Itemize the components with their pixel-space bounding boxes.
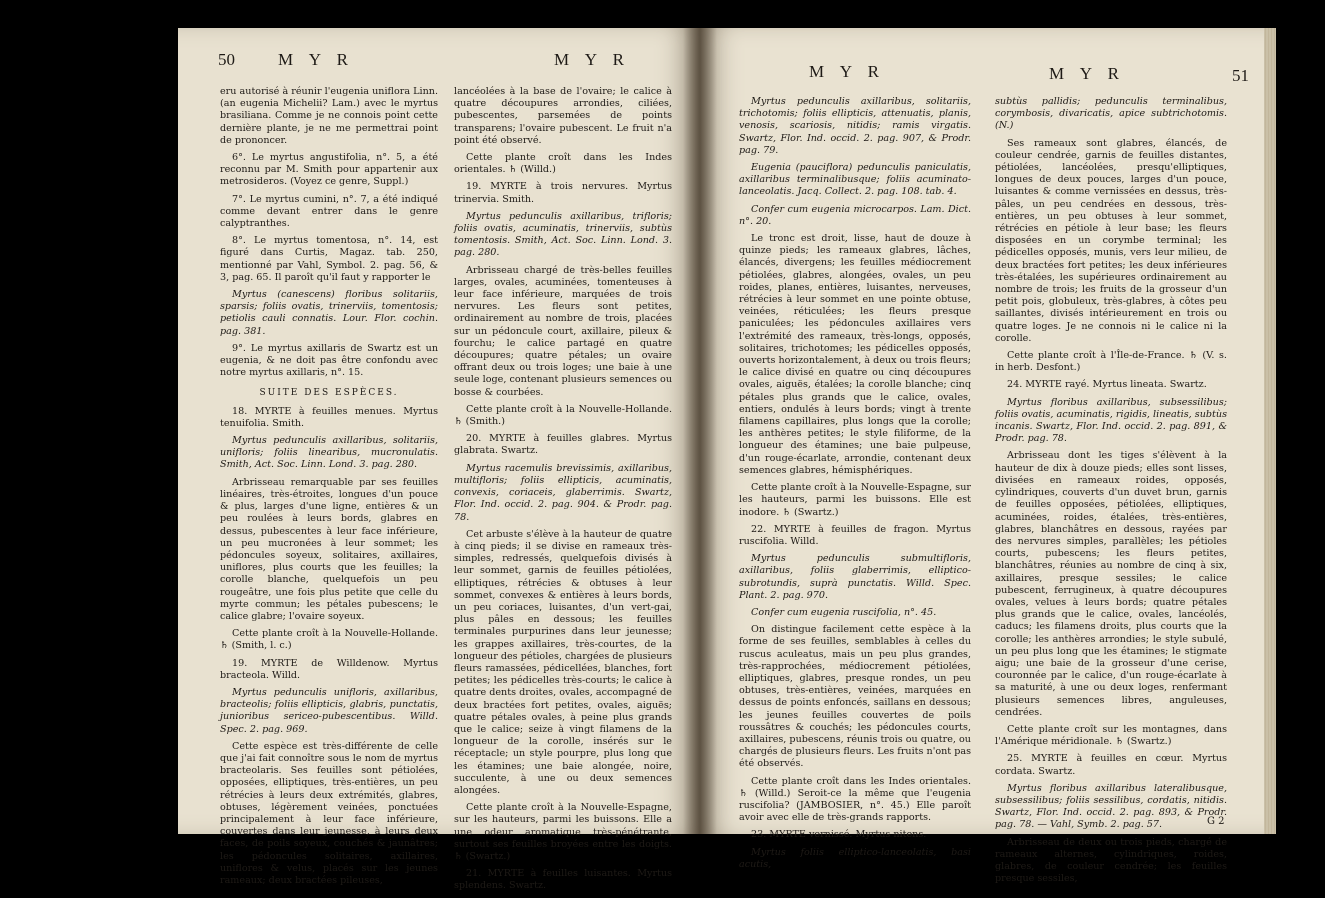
paragraph: Myrtus foliis elliptico-lanceolatis, basi acutis, xyxy=(739,846,971,870)
paragraph: Cette plante croît à la Nouvelle-Espagne, sur les hauteurs, parmi les buissons. Elle est inodore. ♄ (Swartz.) xyxy=(739,482,971,518)
paragraph: Cette plante croît dans les Indes orientales. ♄ (Willd.) Seroit-ce la même que l'eugenia ruscifolia? (JAMBOSIER, n°. 45.) Elle paroît avoir avec elle de très-grands rapports. xyxy=(739,775,971,824)
paragraph: Cette plante croît à la Nouvelle-Hollande. ♄ (Smith, l. c.) xyxy=(220,628,438,652)
paragraph: Myrtus floribus axillaribus lateralibusque, subsessilibus; foliis sessilibus, cordatis, nitidis. Swartz, Flor. Ind. occid. 2. pag. 893, & Prodr. pag. 78. — Vahl, Symb. 2. pag. 57. xyxy=(995,782,1227,831)
paragraph: Myrtus pedunculis unifloris, axillaribus, bracteolis; foliis ellipticis, glabris, punctatis, junioribus sericeo-pubescentibus. Willd. Spec. 2. pag. 969. xyxy=(220,686,438,735)
paragraph: Cette plante croît sur les montagnes, dans l'Amérique méridionale. ♄ (Swartz.) xyxy=(995,723,1227,748)
paragraph: Confer cum eugenia ruscifolia, n°. 45. xyxy=(751,606,937,618)
paragraph: Arbrisseau remarquable par ses feuilles linéaires, très-étroites, longues d'un pouce & plus, larges d'une ligne, entières & un peu roulées à leurs bords, glabres en dessus, pubescentes à leur face inférieure, un peu mucronées à leur sommet; les pédoncules soyeux, solitaires, axillaires, uniflores, plus courts que les feuilles; la corolle blanche, quelquefois un peu rougeâtre, une fois plus petite que celle du myrte commun; les pétales pubescens; le calice glabre; l'ovaire soyeux. xyxy=(220,476,438,622)
paragraph: On distingue facilement cette espèce à la forme de ses feuilles, semblables à celles du ruscus aculeatus, mais un peu plus grandes, très-rapprochées, médiocrement pétiolées, elliptiques, glabres, presque rondes, un peu obtuses, très-entières, veinées, marquées en dessus de points enfoncés, saillans en dessous; les jeunes feuilles couvertes de poils roussâtres & couchés; les pédoncules courts, axillaires, pubescens, réunis trois ou quatre, ou chargés de plusieurs fleurs. Les fruits n'ont pas été observés. xyxy=(739,624,971,770)
paragraph: lancéolées à la base de l'ovaire; le calice à quatre découpures arrondies, ciliées, pubescentes, parsemées de points transparens; l'ovaire pubescent. Le fruit n'a point été observé. xyxy=(454,86,672,146)
right-page-header xyxy=(699,50,1276,85)
right-running-head: M Y R xyxy=(1049,64,1125,83)
paragraph: Myrtus racemulis brevissimis, axillaribus, multifloris; foliis ellipticis, acuminatis, convexis, coriaceis, glaberrimis. Swartz, Flor. Ind. occid. 2. pag. 904. & Prodr. pag. 78. xyxy=(454,462,672,523)
paragraph: Myrtus pedunculis axillaribus, solitariis, unifloris; foliis linearibus, mucronulatis. Smith, Act. Soc. Linn. Lond. 3. pag. 280. xyxy=(220,435,438,471)
paragraph: 20. MYRTE à feuilles glabres. Myrtus glabrata. Swartz. xyxy=(454,433,672,457)
right-column-2 xyxy=(995,96,1227,890)
paragraph: eru autorisé à réunir l'eugenia uniflora Linn. (an eugenia Michelii? Lam.) avec le myrtus brasiliana. Comme je ne connois point cette dernière plante, je ne me permettrai point de prononcer. xyxy=(220,86,438,146)
paragraph: 21. MYRTE à feuilles luisantes. Myrtus splendens. Swartz. xyxy=(454,868,672,892)
paragraph: Le tronc est droit, lisse, haut de douze à quinze pieds; les rameaux glabres, lâches, élancés, divergens; les feuilles médiocrement pétiolées, glabres, alongées, ovales, un peu roides, planes, entières, luisantes, nerveuses, rétrécies à leur sommet en une pointe obtuse, veinées, réticulées; les fleurs presque paniculées; les pédoncules axillaires vers l'extrémité des rameaux, très-longs, opposés, solitaires, trichotomes; les pédicelles opposés, ouverts horizontalement, à deux ou trois fleurs; le calice divisé en quatre ou cinq découpures ovales, aiguës, étalées; la corolle blanche; cinq pétales plus grands que le calice, ovales, entiers, ondulés à leurs bords; vingt à trente filamens capillaires, plus longs que la corolle; les anthères petites; le style filiforme, de la longueur des étamines; une baie pulpeuse, d'un rouge-écarlate, arrondie, contenant deux semences glabres, hémisphériques. xyxy=(739,233,971,476)
page-edge xyxy=(1264,28,1276,834)
right-page-number: 51 xyxy=(1232,66,1249,85)
paragraph: 24. MYRTE rayé. Myrtus lineata. Swartz. xyxy=(1007,379,1207,391)
left-column-2 xyxy=(454,86,672,898)
paragraph: Myrtus (canescens) floribus solitariis, sparsis; foliis ovatis, trinerviis, tomentosis; petiolis cauli connatis. Lour. Flor. cochin. pag. 381. xyxy=(220,289,438,337)
paragraph: Arbrisseau de deux ou trois pieds, chargé de rameaux alternes, cylindriques, roides, glabres, de couleur cendrée; les feuilles presque sessiles, xyxy=(995,836,1227,885)
paragraph: 6°. Le myrtus angustifolia, n°. 5, a été reconnu par M. Smith pour appartenir aux metrosideros. (Voyez ce genre, Suppl.) xyxy=(220,152,438,188)
left-page-header xyxy=(178,50,699,80)
signature-mark: G 2 xyxy=(1207,816,1225,827)
paragraph: Myrtus pedunculis axillaribus, trifloris; foliis ovatis, acuminatis, trinerviis, subtùs tomentosis. Smith, Act. Soc. Linn. Lond. 3. pag. 280. xyxy=(454,210,672,259)
paragraph: 7°. Le myrtus cumini, n°. 7, a été indiqué comme devant entrer dans le genre calyptranthes. xyxy=(220,193,438,230)
left-running-head: M Y R xyxy=(278,50,354,69)
paragraph: Arbrisseau chargé de très-belles feuilles larges, ovales, acuminées, tomenteuses à leur face inférieure, marquées de trois nervures. Les fleurs sont petites, ordinairement au nombre de trois, placées sur un pédoncule court, axillaire, pileux & fourchu; le calice partagé en quatre découpures; quatre pétales; un ovaire offrant deux ou trois loges; une baie à une seule loge, contenant plusieurs semences ou bosse & courbées. xyxy=(454,264,672,398)
paragraph: 25. MYRTE à feuilles en cœur. Myrtus cordata. Swartz. xyxy=(995,753,1227,777)
paragraph: 19. MYRTE à trois nervures. Myrtus trinervia. Smith. xyxy=(454,181,672,205)
paragraph: SUITE DES ESPÈCES. xyxy=(259,388,399,399)
left-page xyxy=(178,28,699,892)
paragraph: Cette plante croît à l'Île-de-France. ♄ (V. s. in herb. Desfont.) xyxy=(995,350,1227,374)
paragraph: Arbrisseau dont les tiges s'élèvent à la hauteur de dix à douze pieds; elles sont lisses, divisées en rameaux roides, opposés, cylindriques, couverts d'un duvet brun, garnis de feuilles opposées, pétiolées, elliptiques, acuminées, roides, étalées, très-entières, glabres, blanchâtres en dessous, rayées par des nervures simples, parallèles; les pétioles courts, pubescens; les fleurs petites, blanchâtres, réunies au nombre de cinq à six, axillaires, presque sessiles; le calice pubescent, ferrugineux, à quatre découpures ovales, velues à leurs bords; quatre pétales plus grands que le calice, ovales, lancéolés, caducs; les filamens droits, plus courts que la corolle; les anthères arrondies; le style subulé, un peu plus long que les étamines; le stigmate aigu; une baie de la grosseur d'une cerise, couronnée par le calice, d'un rouge-écarlate à sa maturité, à une ou deux loges, renfermant plusieurs semences libres, anguleuses, cendrées. xyxy=(995,450,1227,718)
paragraph: 8°. Le myrtus tomentosa, n°. 14, est figuré dans Curtis, Magaz. tab. 250, mentionné par Vahl, Symbol. 2. pag. 56, & 3, pag. 65. Il paroît qu'il faut y rapporter le xyxy=(220,235,438,283)
paragraph: Confer cum eugenia microcarpos. Lam. Dict. n°. 20. xyxy=(739,203,971,227)
paragraph: 9°. Le myrtus axillaris de Swartz est un eugenia, & ne doit pas être confondu avec notre myrtus axillaris, n°. 15. xyxy=(220,342,438,379)
paragraph: Ses rameaux sont glabres, élancés, de couleur cendrée, garnis de feuilles distantes, pétiolées, lancéolées, presqu'elliptiques, longues de deux pouces, larges d'un pouce, luisantes & comme vernissées en dessus, très-pâles, un peu cendrées en dessous, très-entières, un peu obtuses à leur sommet, rétrécies en pétiole à leur base; les fleurs disposées en un corymbe terminal; les pédicelles opposés, munis, vers leur milieu, de deux bractées fort petites; les deux inférieures très-étalées, les supérieures ordinairement au nombre de trois; les fruits de la grosseur d'un petit pois, globuleux, très-glabres, à côtes peu saillantes, divisés intérieurement en trois ou quatre loges. Je ne connois ni le calice ni la corolle. xyxy=(995,137,1227,344)
paragraph: Myrtus floribus axillaribus, subsessilibus; foliis ovatis, acuminatis, rigidis, lineatis, subtùs incanis. Swartz, Flor. Ind. occid. 2. pag. 891, & Prodr. pag. 78. xyxy=(995,396,1227,445)
paragraph: Cette plante croît à la Nouvelle-Hollande. ♄ (Smith.) xyxy=(454,403,672,428)
right-running-head-center: M Y R xyxy=(809,62,885,81)
paragraph: Eugenia (pauciflora) pedunculis paniculatis, axillaribus terminalibusque; foliis acuminato-lanceolatis. Jacq. Collect. 2. pag. 108. tab. 4. xyxy=(739,162,971,198)
right-page xyxy=(699,28,1276,885)
paragraph: 19. MYRTE de Willdenow. Myrtus bracteola. Willd. xyxy=(220,657,438,681)
left-page-number: 50 xyxy=(218,50,235,69)
paragraph: Myrtus pedunculis submultifloris, axillaribus, foliis glaberrimis, elliptico-subrotundis, suprà punctatis. Willd. Spec. Plant. 2. pag. 970. xyxy=(739,553,971,601)
paragraph: Cette espèce est très-différente de celle que j'ai fait connoître sous le nom de myrtus bracteolaris. Ses feuilles sont pétiolées, opposées, elliptiques, très-entières, un peu rétrécies à leurs deux extrémités, glabres, obtuses, légèrement veinées, ponctuées principalement à leur face inférieure, couvertes dans leur jeunesse, à leurs deux faces, de poils soyeux, couchés & jaunâtres; les pédoncules solitaires, axillaires, uniflores & velus, placés sur les jeunes rameaux; deux bractées pileuses, xyxy=(220,740,438,886)
paragraph: subtùs pallidis; pedunculis terminalibus, corymbosis, divaricatis, apice subtrichotomis. (N.) xyxy=(995,96,1227,132)
paragraph: Myrtus pedunculis axillaribus, solitariis, trichotomis; foliis ellipticis, attenuatis, planis, venosis, scariosis, nitidis; ramis virgatis. Swartz, Flor. Ind. occid. 2. pag. 907, & Prodr. pag. 79. xyxy=(739,96,971,156)
right-column-1 xyxy=(739,96,971,876)
paragraph: Cette plante croît à la Nouvelle-Espagne, sur les hauteurs, parmi les buissons. Elle a une odeur aromatique très-pénétrante, surtout ses feuilles broyées entre les doigts. ♄ (Swartz.) xyxy=(454,802,672,862)
paragraph: Cette plante croît dans les Indes orientales. ♄ (Willd.) xyxy=(454,152,672,176)
paragraph: 18. MYRTE à feuilles menues. Myrtus tenuifolia. Smith. xyxy=(220,405,438,429)
paragraph: 23. MYRTE vernissé. Myrtus nitens. xyxy=(751,829,927,841)
open-book xyxy=(178,28,1276,892)
left-running-head-center: M Y R xyxy=(554,50,630,69)
paragraph: 22. MYRTE à feuilles de fragon. Myrtus ruscifolia. Willd. xyxy=(739,523,971,547)
paragraph: Cet arbuste s'élève à la hauteur de quatre à cinq pieds; il se divise en rameaux très-simples, redressés, quelquefois divisés à leur sommet, garnis de feuilles pétiolées, elliptiques, rétrécies & obtuses à leur sommet, convexes & entières à leurs bords, un peu coriaces, luisantes, d'un vert-gai, plus pâles en dessous; les feuilles terminales purpurines dans leur jeunesse; les grappes axillaires, très-courtes, de la longueur des pétioles, chargées de plusieurs fleurs ramassées, pédicellées, blanches, fort petites; les pédicelles très-courts; le calice à quatre dents droites, ovales, accompagné de deux bractées fort petites, ovales, aiguës; quatre pétales ovales, à peine plus grands que le calice; seize à vingt filamens de la longueur de la corolle, insérés sur le réceptacle; un style pourpre, plus long que les étamines; une baie alongée, noire, succulente, à une ou deux semences alongées. xyxy=(454,528,672,796)
left-column-1 xyxy=(220,86,438,892)
